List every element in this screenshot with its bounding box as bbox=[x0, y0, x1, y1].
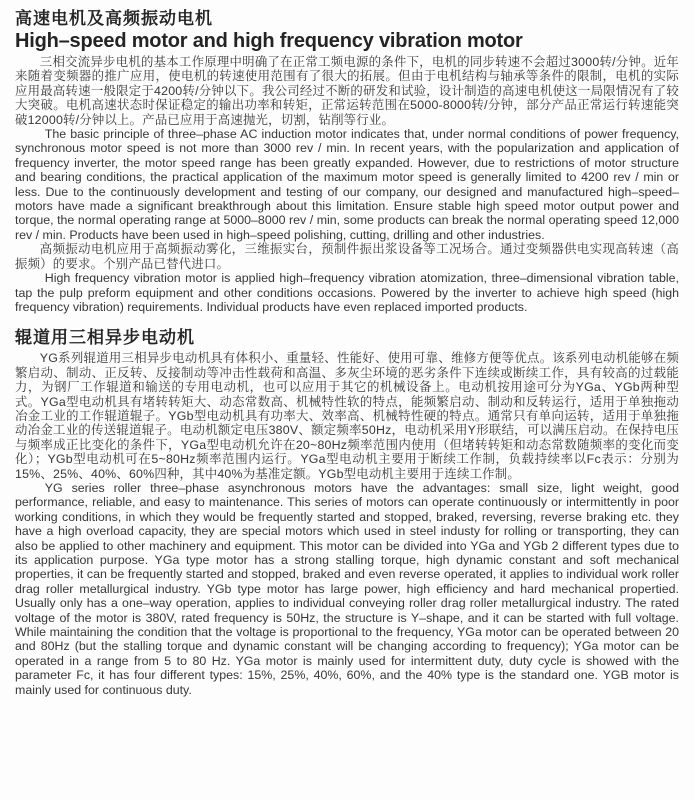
paragraph-zh-yg-series: YG系列辊道用三相异步电动机具有体积小、重量轻、性能好、使用可靠、维修方便等优点。该系列电动机能够在频繁启动、制动、正反转、反接制动等冲击性载荷和高温、多灰尘环境的恶劣条件下连续或断续工作，具有较高的过载能力，为钢厂工作辊道和输送的专用电动机，也可以应用于其它的机械设备上。电动机按用途可分为YGa、YGb两种型式。YGa型电动机具有堵转转矩大、动态常数高、机械特性软的特点，能频繁启动、制动和反转运行，适用于单独拖动冶金工业的工作辊道辊子。YGb型电动机具有功率大、效率高、机械特性硬的特点。通常只有单向运转，适用于单独拖动冶金工业的传送辊道辊子。电动机额定电压380V、额定频率50Hz，电动机采用Y形联结，可以满压启动。在保持电压与频率成正比变化的条件下，YGa型电动机允许在20~80Hz频率范围内使用（但堵转转矩和动态常数随频率的变化而变化）；YGb型电动机可在5~80Hz频率范围内运行。YGa型电动机主要用于断续工作制，负载持续率以Fc表示：分别为15%、25%、40%、60%四种，其中40%为基准定额。YGb型电动机主要用于连续工作制。 bbox=[15, 351, 679, 481]
paragraph-zh-high-speed-intro: 三相交流异步电机的基本工作原理中明确了在正常工频电源的条件下，电机的同步转速不会超过3000转/分钟。近年来随着变频器的推广应用，使电机的转速使用范围有了很大的拓展。但由于电机结构与轴承等条件的限制，电机的实际应用最高转速一般限定于4200转/分钟以下。我公司经过不断的研发和试验，设计制造的高速电机使这一局限情况有了较大突破。电机高速状态时保证稳定的输出功率和转矩，正常运转范围在5000-8000转/分钟，部分产品正常运行转速能突破12000转/分钟以上。产品已应用于高速抛光，切割，钻削等行业。 bbox=[15, 55, 679, 127]
section-title-zh-roller-motor: 辊道用三相异步电动机 bbox=[15, 328, 195, 348]
section-title-zh-high-speed-motor: 高速电机及高频振动电机 bbox=[15, 9, 213, 28]
paragraph-en-high-speed-intro: The basic principle of three–phase AC induction motor indicates that, under normal conditions of power frequency, synchronous motor speed is not more than 3000 rev / min. In recent years, with the popularization and application of frequency inverter, the motor speed range has been greatly expanded. However, due to restrictions of motor structure and bearing conditions, the practical application of the maximum motor speed is generally limited to 4200 rev / min or less. Due to the continuously development and testing of our company, our designed and manufactured high–speed–motors have made a significant breakthrough about this limitation. Ensure stable high speed motor output power and torque, the normal operating range at 5000–8000 rev / min, some products can break the normal operating speed 12,000 rev / min. Products have been used in high–speed polishing, cutting, drilling and other industries. bbox=[15, 127, 679, 242]
section-roller-motor bbox=[15, 314, 679, 697]
paragraph-en-yg-series: YG series roller three–phase asynchronous motors have the advantages: small size, light weight, good performance, reliable, and easy to maintenance. This series of motors can operate continuously or intermittently in poor working conditions, in which they would be frequently started and stopped, braked, reversing, reverse braking etc. they have a high overload capacity, they are special motors which used in steel industy for rolling or transporting, they can also be applied to other machinery and equipment. This motor can be divided into YGa and YGb 2 different types due to its application purpose. YGa type motor has a strong stalling torque, high dynamic constant and soft mechanical properties, it can be frequently started and stopped, braked and even reverse operated, it applies to individual work roller drag roller metallurgical industry. YGb type motor has large power, high efficiency and hard mechanical propertied. Usually only has a one–way operation, applies to individual conveying roller drag roller metallurgical industry. The rated voltage of the motor is 380V, rated frequency is 50Hz, the structure is Y–shape, and it can be started with full voltage. While maintaining the condition that the voltage is proportional to the frequency, YGa motor can be operated between 20 and 80Hz (but the stalling torque and dynamic constant will be changing according to frequency); YGa motor can be operated in a range from 5 to 80 Hz. YGa motor is mainly used for intermittent duty, duty cycle is showed with the parameter Fc, it has four different types: 15%, 25%, 40%, 60%, and the 40% type is the standard one. YGB motor is mainly used for continuous duty. bbox=[15, 480, 679, 697]
section-high-speed-motor bbox=[15, 7, 679, 314]
paragraph-en-vibration-motor: High frequency vibration motor is applied high–frequency vibration atomization, three–dimensional vibration table, tap the pulp preform equipment and other conditions occasions. Powered by the inverter to achieve high speed (high frequency vibration) requirements. Individual products have even replaced imported products. bbox=[15, 271, 679, 314]
section-title-en-high-speed-motor: High–speed motor and high frequency vibration motor bbox=[15, 30, 523, 52]
paragraph-zh-vibration-motor: 高频振动电机应用于高频振动雾化，三维振实台，预制件振出浆设备等工况场合。通过变频器供电实现高转速（高振频）的要求。个别产品已替代进口。 bbox=[15, 242, 679, 271]
